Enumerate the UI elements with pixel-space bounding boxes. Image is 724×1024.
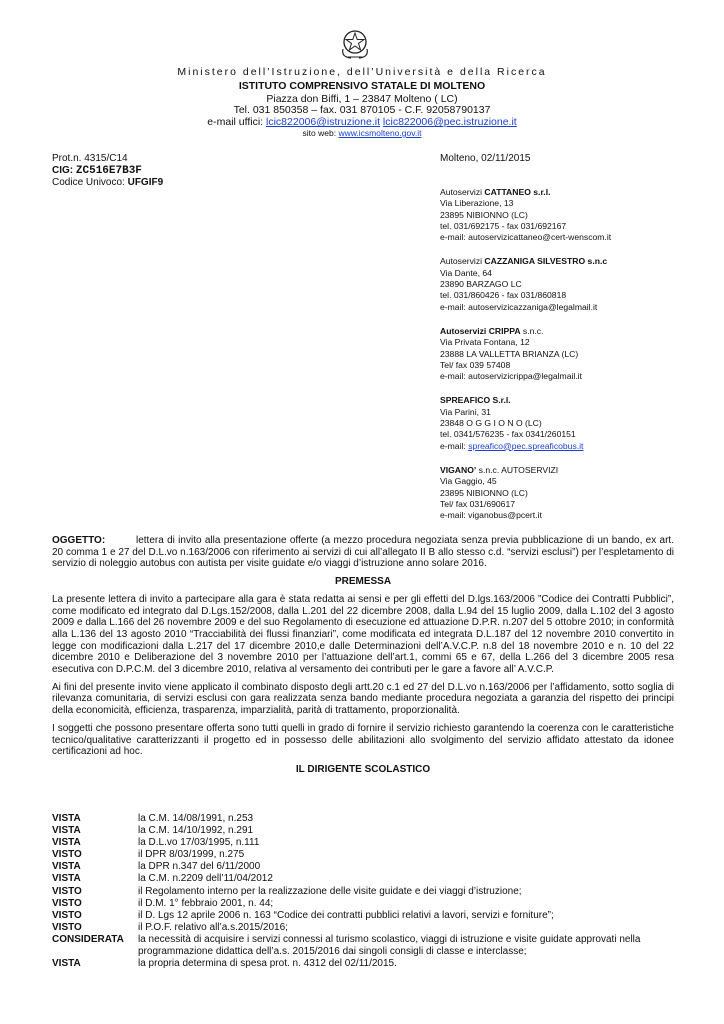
oggetto-label: OGGETTO: <box>52 535 106 546</box>
visto-item <box>52 898 674 910</box>
visto-text: il Regolamento interno per la realizzazione delle visite guidate e dei viaggi d’istruzione; <box>138 885 522 897</box>
visto-label: VISTA <box>52 861 81 873</box>
letter-body <box>52 535 674 782</box>
visto-item <box>52 861 674 873</box>
recipient-email: e-mail: autoservizicattaneo@cert-wenscom.it <box>440 232 612 243</box>
visto-label: VISTA <box>52 958 81 970</box>
recipient-prefix: Autoservizi <box>440 256 485 267</box>
visto-text: il DPR 8/03/1999, n.275 <box>138 849 245 861</box>
premessa-title: PREMESSA <box>334 576 392 588</box>
recipient-street: Via Liberazione, 13 <box>440 198 514 209</box>
recipient-cazzaniga <box>440 256 710 312</box>
place-date: Molteno, 02/11/2015 <box>440 153 531 164</box>
recipient-city: 23895 NIBIONNO (LC) <box>440 209 528 220</box>
codice-value: UFGIF9 <box>127 177 164 188</box>
school-emails <box>0 116 724 128</box>
visto-item <box>52 813 674 825</box>
visto-text: la C.M. 14/10/1992, n.291 <box>138 825 254 837</box>
recipient-street: Via Dante, 64 <box>440 267 492 278</box>
recipient-name: VIGANO’ <box>440 464 477 475</box>
school-address: Piazza don Biffi, 1 – 23847 Molteno ( LC) <box>266 93 458 105</box>
visto-item <box>52 886 674 898</box>
premessa-paragraph-1: La presente lettera di invito a partecipare alla gara è stata redatta ai sensi e per gli effetti del D.lgs.163/2006 ”Codice dei Contratti Pubblici”, come modificato ed integrato dal D.Lgs.152/2008, dalla L.201 del 22 dicembre 2008, dalla L.94 del 15 luglio 2009, dalla L.102 del 3 agosto 2009 e dalla L.166 del 26 novembre 2009 e del suo Regolamento di esecuzione ed attuazione D.P.R. n.207 del 5 ottobre 2010; in conformità alla L.136 del 13 agosto 2010 “Tracciabilità dei flussi finanziari”, come modificata ed integrata D.L.187 del 12 novembre 2010 convertito in legge con modificazioni dalla L.217 del 17 dicembre 2010,e dalle Determinazioni dell’A.V.C.P. n.8 del 18 novembre 2010 e n. 10 del 22 dicembre 2010 e Deliberazione del 3 novembre 2010 per l’attuazione dell’art.1, commi 65 e 67, della L.266 del 3 dicembre 2005 resa esecutiva con D.P.C.M. del 3 dicembre 2010, relativa al versamento dei contributi per le gare a favore all’ A.V.C.P. <box>52 593 674 676</box>
visto-item <box>52 910 674 922</box>
email-link-pec[interactable]: lcic822006@pec.istruzione.it <box>382 116 517 128</box>
dirigente-title: IL DIRIGENTE SCOLASTICO <box>295 763 431 775</box>
visto-text: il D. Lgs 12 aprile 2006 n. 163 “Codice dei contratti pubblici relativi a lavori, servizi e forniture”; <box>138 909 554 921</box>
recipient-phone: tel. 0341/576235 - fax 0341/260151 <box>440 429 576 440</box>
recipient-email: e-mail: autoservizicrippa@legalmail.it <box>440 371 582 382</box>
recipient-phone: Tel/ fax 031/690617 <box>440 498 516 509</box>
recipient-city: 23895 NIBIONNO (LC) <box>440 487 528 498</box>
recipient-street: Via Gaggio, 45 <box>440 476 497 487</box>
visto-text: la necessità di acquisire i servizi connessi al turismo scolastico, viaggi di istruzione e visite guidate approvati nella programmazione didattica dell’a.s. 2015/2016 dai singoli consigli di classe e interclasse; <box>138 933 641 958</box>
recipient-email: e-mail: viganobus@pcert.it <box>440 510 542 521</box>
visto-label: VISTA <box>52 837 81 849</box>
visto-item <box>52 934 674 958</box>
oggetto-paragraph <box>52 535 674 570</box>
visto-text: il P.O.F. relativo all’a.s.2015/2016; <box>138 921 288 933</box>
school-name: ISTITUTO COMPRENSIVO STATALE DI MOLTENO <box>238 80 486 92</box>
visto-item <box>52 849 674 861</box>
visto-list <box>52 813 674 970</box>
visto-label: VISTA <box>52 873 81 885</box>
recipient-name: CAZZANIGA SILVESTRO s.n.c <box>484 256 608 267</box>
visto-text: la propria determina di spesa prot. n. 4312 del 02/11/2015. <box>138 958 397 970</box>
visto-label: VISTO <box>52 921 82 933</box>
visto-text: la C.M. n.2209 dell’11/04/2012 <box>138 873 273 885</box>
email-label: e-mail uffici: <box>207 116 264 128</box>
email-link-istruzione[interactable]: lcic822006@istruzione.it <box>266 116 380 128</box>
school-website <box>0 128 724 138</box>
school-phones: Tel. 031 850358 – fax. 031 870105 - C.F. 92058790137 <box>233 104 491 116</box>
recipient-name: SPREAFICO S.r.l. <box>440 395 511 406</box>
visto-label: CONSIDERATA <box>52 933 124 945</box>
visto-label: VISTO <box>52 849 82 861</box>
recipient-crippa <box>440 326 710 382</box>
visto-label: VISTO <box>52 897 82 909</box>
recipients-list <box>440 187 710 534</box>
protocol-number: Prot.n. 4315/C14 <box>52 153 128 164</box>
recipient-city: 23888 LA VALLETTA BRIANZA (LC) <box>440 348 579 359</box>
republic-emblem-icon <box>339 27 371 61</box>
visto-label: VISTA <box>52 813 81 824</box>
recipient-phone: tel. 031/692175 - fax 031/692167 <box>440 220 567 231</box>
website-link[interactable]: www.icsmolteno.gov.it <box>338 128 422 138</box>
recipient-prefix: Autoservizi <box>440 187 485 197</box>
recipient-city: 23890 BARZAGO LC <box>440 279 522 290</box>
visto-item <box>52 873 674 885</box>
premessa-paragraph-3: I soggetti che possono presentare offerta sono tutti quelli in grado di fornire il servizio richiesto garantendo la coerenza con le caratteristiche tecnico/qualitative caratterizzanti il progetto ed in possesso delle abilitazioni allo svolgimento del servizio affidato attestato da idonee certificazioni ad hoc. <box>52 722 674 758</box>
recipient-suffix: s.n.c. <box>520 325 544 336</box>
visto-item <box>52 837 674 849</box>
recipient-cattaneo <box>440 187 710 243</box>
visto-text: il D.M. 1° febbraio 2001, n. 44; <box>138 897 274 909</box>
visto-text: la D.L.vo 17/03/1995, n.111 <box>138 837 260 849</box>
recipient-city: 23848 O G G I O N O (LC) <box>440 418 542 429</box>
oggetto-text: lettera di invito alla presentazione offerte (a mezzo procedura negoziata senza previa pubblicazione di un bando, ex art. 20 comma 1 e 27 del D.L.vo n.163/2006 con riferimento ai servizi di cui all’allegato II B allo stesso c.d. “servizi esclusi”) per l’espletamento di servizio di noleggio autobus con autista per visite guidate e/o viaggi d’istruzione anno solare 2016. <box>52 535 674 570</box>
visto-label: VISTO <box>52 909 82 921</box>
visto-label: VISTO <box>52 885 82 897</box>
recipient-email: e-mail: autoservizicazzaniga@legalmail.it <box>440 301 598 312</box>
recipient-street: Via Privata Fontana, 12 <box>440 337 530 348</box>
web-label: sito web: <box>302 128 337 138</box>
cig-label: CIG: <box>52 165 74 176</box>
premessa-paragraph-2: Ai fini del presente invito viene applicato il combinato disposto degli artt.20 c.1 ed 27 del D.L.vo n.163/2006 per l’affidamento, sotto soglia di rilevanza comunitaria, di servizi esclusi con gara realizzata senza bando mediante procedura negoziata a garanzia del rispetto dei principi della economicità, efficienza, trasparenza, imparzialità, parità di trattamento, proporzionalità. <box>52 681 674 717</box>
recipient-email-link[interactable]: spreafico@pec.spreaficobus.it <box>468 440 584 451</box>
visto-item <box>52 825 674 837</box>
cig-line <box>52 165 142 177</box>
visto-text: la C.M. 14/08/1991, n.253 <box>138 813 254 824</box>
codice-univoco <box>52 177 163 189</box>
recipient-name: CATTANEO s.r.l. <box>484 187 551 197</box>
codice-label: Codice Univoco: <box>52 177 125 188</box>
visto-item <box>52 958 674 970</box>
recipient-phone: tel. 031/860426 - fax 031/860818 <box>440 290 567 301</box>
recipient-spreafico <box>440 395 710 451</box>
recipient-name: Autoservizi CRIPPA <box>440 325 521 336</box>
cig-value: ZC516E7B3F <box>75 165 142 177</box>
recipient-vigano <box>440 465 710 521</box>
recipient-email-label: e-mail: <box>440 440 469 451</box>
recipient-phone: Tel/ fax 039 57408 <box>440 359 511 370</box>
ministry-name: Ministero dell’Istruzione, dell’Università e della Ricerca <box>177 66 547 78</box>
visto-label: VISTA <box>52 825 81 837</box>
recipient-suffix: s.n.c. AUTOSERVIZI <box>476 464 559 475</box>
visto-item <box>52 922 674 934</box>
recipient-street: Via Parini, 31 <box>440 406 491 417</box>
visto-text: la DPR n.347 del 6/11/2000 <box>138 861 261 873</box>
